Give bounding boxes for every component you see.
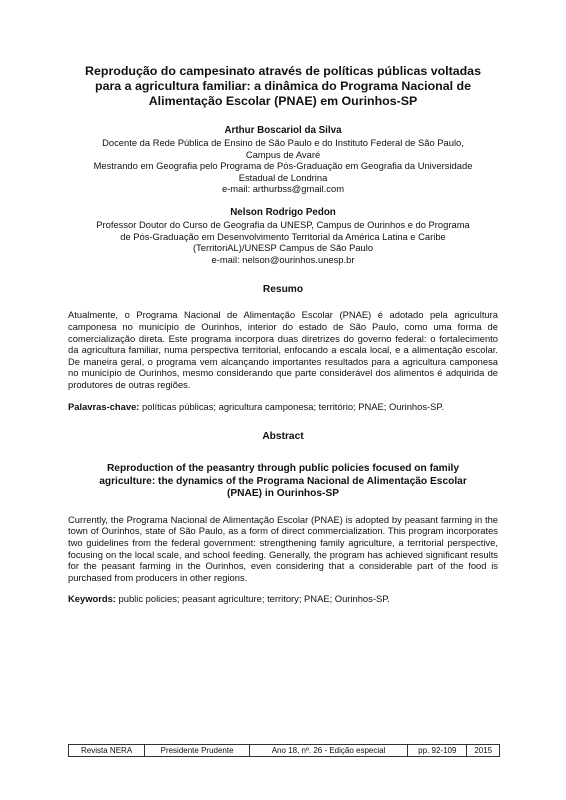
footer-journal: Revista NERA — [69, 745, 145, 757]
author-email: e-mail: arthurbss@gmail.com — [221, 183, 345, 195]
author-affiliation: Estadual de Londrina — [238, 171, 328, 183]
resumo-heading: Resumo — [262, 284, 304, 296]
abstract-title — [68, 463, 498, 501]
author-affiliation: Campus de Avaré — [245, 148, 321, 160]
abstract-heading: Abstract — [262, 431, 304, 443]
abstract-title-line: (PNAE) in Ourinhos-SP — [226, 488, 340, 500]
author-block-1 — [68, 125, 498, 195]
footer-year: 2015 — [467, 745, 500, 757]
keywords-label: Keywords: — [68, 593, 116, 605]
title-line: Reprodução do campesinato através de políticas públicas voltadas — [85, 64, 481, 78]
author-name: Nelson Rodrigo Pedon — [230, 206, 336, 218]
abstract-title-line: Reproduction of the peasantry through public policies focused on family — [106, 463, 460, 475]
journal-footer — [68, 744, 500, 757]
keywords-list: políticas públicas; agricultura camponesa; território; PNAE; Ourinhos-SP. — [139, 400, 445, 412]
abstract-text: Currently, the Programa Nacional de Alimentação Escolar (PNAE) is adopted by peasant farming in the town of Ourinhos, state of São Paulo, as a form of direct commercialization. This program incorporates two guidelines from the federal government: strengthening family agriculture, a territorial perspective, focusing on the local scale, and school feeding. Generally, the program has achieved significant results for the peasant farming in the Ourinhos, even considering that a considerable part of the food is purchased from producers in other regions. — [68, 513, 498, 583]
title-line: para a agricultura familiar: a dinâmica do Programa Nacional de — [95, 79, 471, 93]
footer-issue: Ano 18, nº. 26 - Edição especial — [249, 745, 407, 757]
author-email: e-mail: nelson@ourinhos.unesp.br — [211, 253, 355, 265]
author-affiliation: Professor Doutor do Curso de Geografia da UNESP, Campus de Ourinhos e do Programa — [96, 218, 470, 230]
keywords-list: public policies; peasant agriculture; territory; PNAE; Ourinhos-SP. — [115, 593, 390, 605]
footer-city: Presidente Prudente — [145, 745, 250, 757]
abstract-title-line: agriculture: the dynamics of the Programa Nacional de Alimentação Escolar — [99, 475, 467, 487]
author-affiliation: Docente da Rede Pública de Ensino de São Paulo e do Instituto Federal de São Paulo, — [102, 137, 464, 148]
article-page — [68, 64, 498, 605]
abstract-keywords — [68, 593, 498, 605]
footer-pages: pp. 92-109 — [408, 745, 467, 757]
title-line: Alimentação Escolar (PNAE) em Ourinhos-SP — [148, 94, 418, 108]
author-affiliation: Mestrando em Geografia pelo Programa de Pós-Graduação em Geografia da Universidade — [93, 160, 473, 172]
resumo-keywords — [68, 401, 498, 413]
author-affiliation: de Pós-Graduação em Desenvolvimento Territorial da América Latina e Caribe — [120, 230, 446, 242]
article-title — [68, 64, 498, 109]
author-block-2 — [68, 207, 498, 265]
author-name: Arthur Boscariol da Silva — [224, 125, 342, 136]
keywords-label: Palavras-chave: — [68, 400, 140, 412]
resumo-text: Atualmente, o Programa Nacional de Alimentação Escolar (PNAE) é adotado pela agricultura camponesa no município de Ourinhos, interior do estado de São Paulo, como uma forma de comercialização direta. Este programa incorpora duas diretrizes do governo federal: o fortalecimento da agricultura familiar, numa perspectiva territorial, enfocando a escala local, e a alimentação escolar. De maneira geral, o programa vem alcançando importantes resultados para a agricultura camponesa no município de Ourinhos, mesmo considerando que parte considerável dos alimentos é adquirida de produtores de outras regiões. — [68, 309, 498, 390]
author-affiliation: (TerritoriAL)/UNESP Campus de São Paulo — [192, 242, 374, 254]
